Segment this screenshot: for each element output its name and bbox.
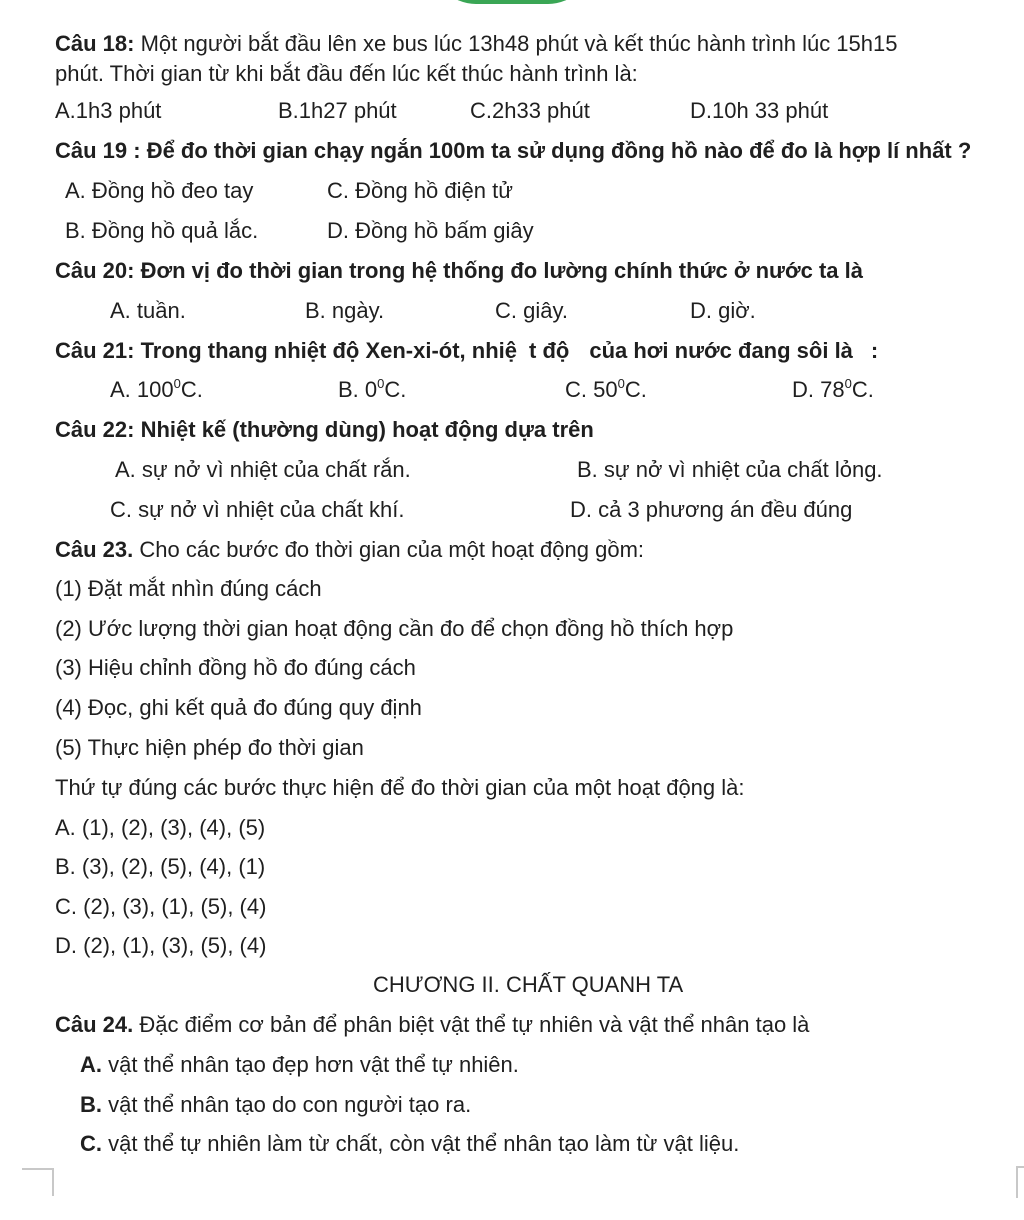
q18-line-2: phút. Thời gian từ khi bắt đầu đến lúc kết thúc hành trình là:	[55, 61, 638, 86]
q24-option-a-text: vật thể nhân tạo đẹp hơn vật thể tự nhiên.	[102, 1052, 519, 1077]
q18-label: Câu 18:	[55, 31, 135, 56]
q21-option-d-unit: C.	[851, 377, 874, 402]
q21-option-b-letter: B.	[338, 377, 359, 402]
q21-option-a	[110, 377, 203, 403]
q21-question-part-3: của hơi nước đang sôi là	[589, 338, 853, 363]
q19-option-d: D. Đồng hồ bấm giây	[327, 218, 534, 243]
q19-option-c: C. Đồng hồ điện tử	[327, 178, 513, 203]
q24-option-c-letter: C.	[80, 1131, 102, 1156]
q18-text-1: Một người bắt đầu lên xe bus lúc 13h48 phút và kết thúc hành trình lúc 15h15	[134, 31, 898, 56]
q21-question-part-1: Câu 21: Trong thang nhiệt độ Xen-xi-ót, nhiệ	[55, 338, 517, 363]
q19-question: Câu 19 : Để đo thời gian chạy ngắn 100m ta sử dụng đồng hồ nào để đo là hợp lí nhất ?	[55, 138, 972, 163]
q23-step-5: (5) Thực hiện phép đo thời gian	[55, 735, 364, 760]
q21-option-c	[565, 377, 647, 403]
q22-option-c: C. sự nở vì nhiệt của chất khí.	[110, 497, 405, 522]
q21-option-d-letter: D.	[792, 377, 814, 402]
q21-option-d-value: 78	[820, 377, 845, 402]
q24-option-a	[80, 1052, 519, 1078]
q23-label: Câu 23.	[55, 537, 134, 562]
q18-option-d: D.10h 33 phút	[690, 98, 829, 123]
q21-option-c-unit: C.	[624, 377, 647, 402]
q21-question-colon: :	[870, 338, 879, 363]
q22-option-b: B. sự nở vì nhiệt của chất lỏng.	[577, 457, 883, 482]
q24-option-c-text: vật thể tự nhiên làm từ chất, còn vật thể nhân tạo làm từ vật liệu.	[102, 1131, 740, 1156]
q24-option-b-text: vật thể nhân tạo do con người tạo ra.	[102, 1092, 472, 1117]
crop-mark-left	[22, 1168, 54, 1196]
q21-option-d	[792, 377, 874, 403]
q18-option-a: A.1h3 phút	[55, 98, 162, 123]
q23-step-4: (4) Đọc, ghi kết quả đo đúng quy định	[55, 695, 422, 720]
q20-question: Câu 20: Đơn vị đo thời gian trong hệ thống đo lường chính thức ở nước ta là	[55, 258, 863, 283]
q24-option-c	[80, 1131, 739, 1157]
crop-mark-right	[1016, 1166, 1024, 1198]
q24-option-a-letter: A.	[80, 1052, 102, 1077]
q20-option-a: A. tuần.	[110, 298, 186, 323]
q20-option-c: C. giây.	[495, 298, 568, 323]
q18-option-b: B.1h27 phút	[278, 98, 397, 123]
q19-option-a: A. Đồng hồ đeo tay	[65, 178, 254, 203]
q23-step-2: (2) Ước lượng thời gian hoạt động cần đo để chọn đồng hồ thích hợp	[55, 616, 734, 641]
q23-option-c: C. (2), (3), (1), (5), (4)	[55, 894, 267, 919]
q18-line-1	[55, 31, 897, 57]
q23-option-b: B. (3), (2), (5), (4), (1)	[55, 854, 266, 879]
q21-question-part-2: t độ	[529, 338, 570, 363]
q23-prompt: Thứ tự đúng các bước thực hiện để đo thời gian của một hoạt động là:	[55, 775, 745, 800]
q24-option-b	[80, 1092, 471, 1118]
q21-option-b-value: 0	[364, 377, 378, 402]
q24-text: Đặc điểm cơ bản để phân biệt vật thể tự nhiên và vật thể nhân tạo là	[133, 1012, 810, 1037]
q22-option-d: D. cả 3 phương án đều đúng	[570, 497, 853, 522]
q23-step-3: (3) Hiệu chỉnh đồng hồ đo đúng cách	[55, 655, 416, 680]
q21-option-c-degree: 0	[617, 376, 625, 391]
q21-option-c-value: 50	[593, 377, 618, 402]
q23-option-a: A. (1), (2), (3), (4), (5)	[55, 815, 266, 840]
q23-step-1: (1) Đặt mắt nhìn đúng cách	[55, 576, 322, 601]
q23-text: Cho các bước đo thời gian của một hoạt động gồm:	[133, 537, 645, 562]
q21-option-a-value: 100	[136, 377, 174, 402]
q24-question	[55, 1012, 809, 1038]
q20-option-b: B. ngày.	[305, 298, 385, 323]
q22-option-a: A. sự nở vì nhiệt của chất rắn.	[115, 457, 411, 482]
q19-option-b: B. Đồng hồ quả lắc.	[65, 218, 259, 243]
chapter-heading: CHƯƠNG II. CHẤT QUANH TA	[373, 972, 684, 997]
q21-option-a-letter: A.	[110, 377, 131, 402]
q18-option-c: C.2h33 phút	[470, 98, 590, 123]
q23-option-d: D. (2), (1), (3), (5), (4)	[55, 933, 267, 958]
q21-option-d-degree: 0	[844, 376, 852, 391]
q24-label: Câu 24.	[55, 1012, 134, 1037]
q21-option-b-degree: 0	[377, 376, 385, 391]
q24-option-b-letter: B.	[80, 1092, 102, 1117]
q20-option-d: D. giờ.	[690, 298, 756, 323]
q21-option-a-degree: 0	[173, 376, 181, 391]
q21-option-b	[338, 377, 406, 403]
q21-option-c-letter: C.	[565, 377, 587, 402]
q23-question	[55, 537, 644, 563]
q21-question	[55, 338, 878, 364]
q21-option-b-unit: C.	[384, 377, 407, 402]
top-green-arc	[432, 0, 592, 4]
q21-option-a-unit: C.	[180, 377, 203, 402]
q22-question: Câu 22: Nhiệt kế (thường dùng) hoạt động dựa trên	[55, 417, 594, 442]
